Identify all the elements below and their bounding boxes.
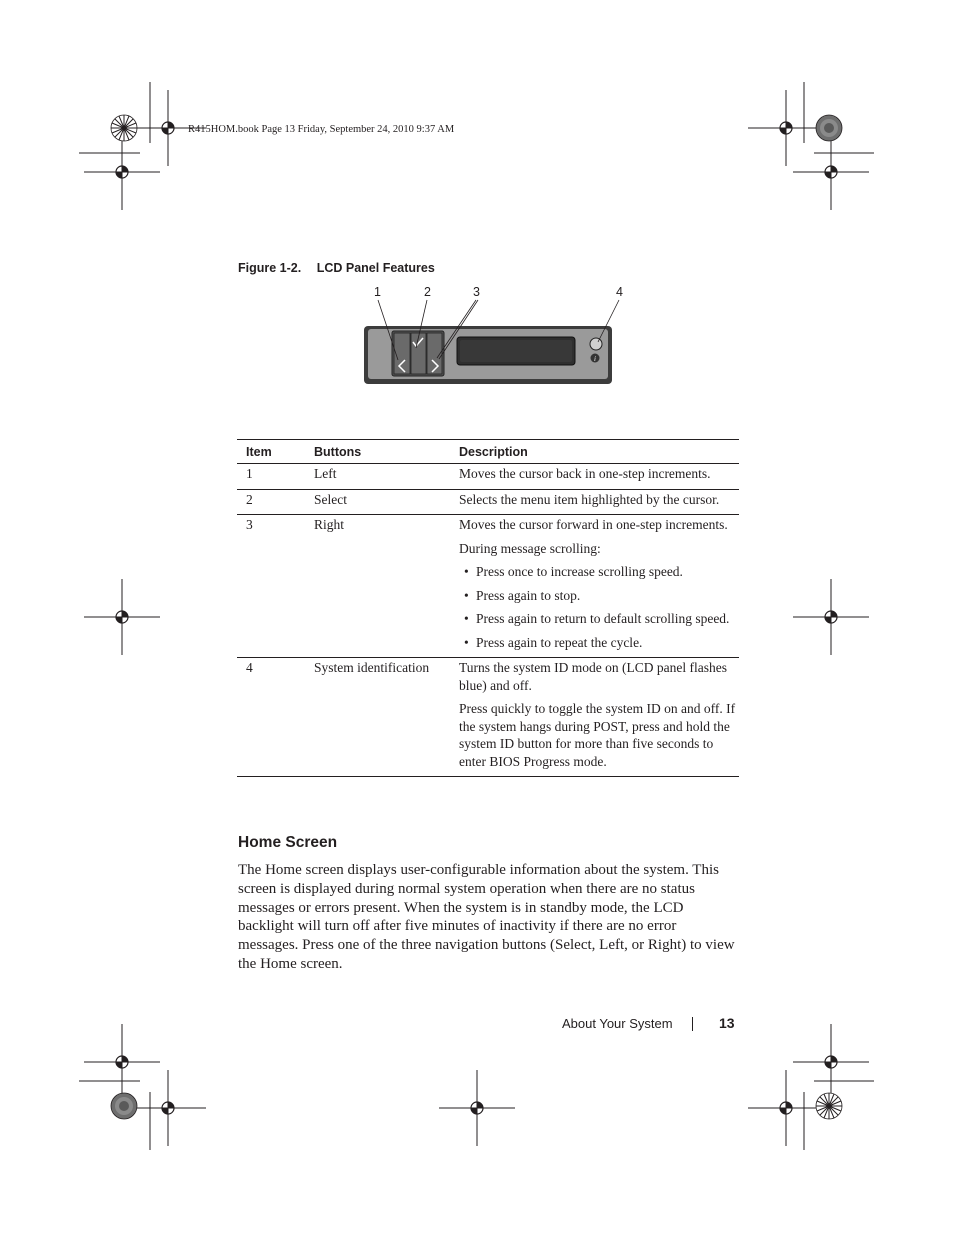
callout-1: 1 — [374, 285, 381, 299]
list-item: • Press again to return to default scrolling speed. — [459, 610, 739, 628]
row-item: 4 — [246, 660, 253, 675]
row-item: 1 — [246, 466, 253, 481]
header-item: Item — [246, 445, 272, 459]
figure-caption — [238, 261, 435, 275]
row-button: System identification — [314, 660, 430, 675]
table-row — [237, 490, 739, 516]
figure-title: LCD Panel Features — [316, 261, 435, 275]
footer-section-title: About Your System — [562, 1016, 673, 1031]
callout-4: 4 — [616, 285, 623, 299]
row-description-extra: During message scrolling: — [459, 540, 601, 556]
select-button — [411, 333, 426, 374]
table-row — [237, 658, 739, 777]
list-item: • Press again to repeat the cycle. — [459, 634, 739, 652]
list-item: • Press again to stop. — [459, 587, 739, 605]
row-description: Moves the cursor forward in one-step increments. — [459, 517, 728, 532]
lcd-panel-illustration — [360, 296, 620, 392]
section-body: The Home screen displays user-configurable information about the system. This screen is displayed during normal system operation when there are no status messages or errors present. When the system is in standby mode, the LCD backlight will turn off after five minutes of inactivity if there are no error messages. Press one of the three navigation buttons (Select, Left, or Right) to view the Home screen. — [238, 862, 735, 972]
callout-2: 2 — [424, 285, 431, 299]
footer-divider — [692, 1017, 693, 1031]
page-number: 13 — [719, 1015, 735, 1031]
row-item: 2 — [246, 491, 253, 507]
lcd-buttons-table — [237, 439, 739, 777]
row-description: Turns the system ID mode on (LCD panel flashes blue) and off. — [459, 660, 727, 693]
system-id-button — [590, 338, 602, 350]
row-button: Left — [314, 466, 337, 481]
row-button: Right — [314, 517, 345, 532]
svg-text:i: i — [594, 355, 596, 363]
print-header: R415HOM.book Page 13 Friday, September 24, 2010 9:37 AM — [188, 124, 455, 135]
callout-3: 3 — [473, 285, 480, 299]
section-heading: Home Screen — [238, 834, 338, 851]
header-description: Description — [459, 445, 528, 459]
row-description-extra: Press quickly to toggle the system ID on and off. If the system hangs during POST, press and hold the system ID button for more than five seconds to enter BIOS Progress mode. — [459, 701, 736, 769]
table-row — [237, 515, 739, 658]
header-buttons: Buttons — [314, 445, 362, 459]
table-header-row — [237, 439, 739, 464]
row-button: Select — [314, 491, 347, 507]
figure-number: Figure 1-2. — [238, 261, 302, 275]
scrolling-bullets — [459, 563, 739, 651]
left-button — [394, 333, 410, 374]
row-description: Selects the menu item highlighted by the cursor. — [459, 491, 720, 507]
row-description: Moves the cursor back in one-step increments. — [459, 466, 711, 481]
row-item: 3 — [246, 517, 253, 532]
list-item: • Press once to increase scrolling speed. — [459, 563, 739, 581]
table-row — [237, 464, 739, 490]
